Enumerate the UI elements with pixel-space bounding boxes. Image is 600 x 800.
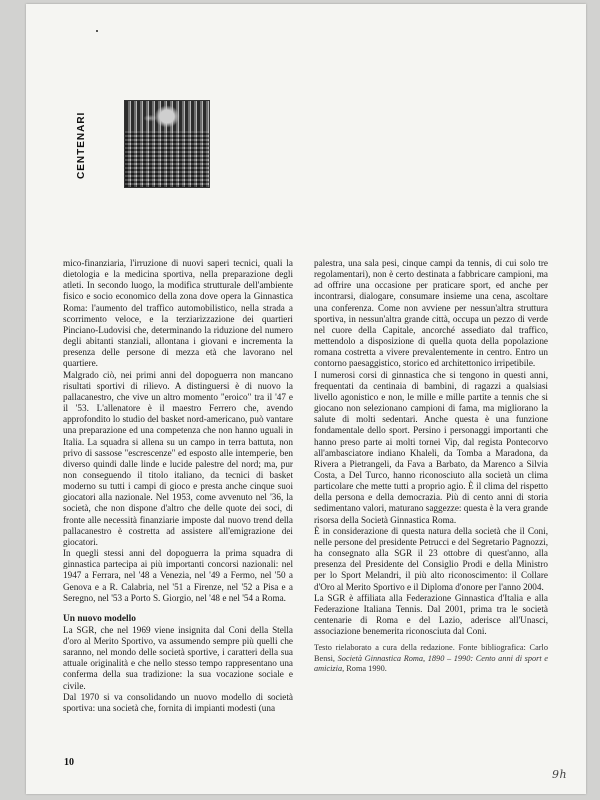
paragraph: I numerosi corsi di ginnastica che si tengono in questi anni, frequentati da centinaia di bambini, di ragazzi a qualsiasi livello agonistico e non, le mille e mille partite a tennis che si giocano non selezionano campioni di fama, ma migliorano la salute di molti sedentari. Anche questa è una funzione fondamentale dello sport. Persino i personaggi importanti che hanno preso parte ai molti tornei Vip, dal regista Pontecorvo all'ambasciatore indiano Khaleli, da Tomba a Maradona, da Rivera a Pietrangeli, da Fava a Barbato, da Marenco a Silvia Costa, a Del Turco, hanno riconosciuto alla società un clima particolare che mette tutti a proprio agio. È il clima del rispetto della persona e della democrazia. Più di cento anni di storia sedimentano valori, maturano saggezze: questa è la vera grande risorsa della Società Ginnastica Roma. [314, 369, 548, 525]
paragraph: Dal 1970 si va consolidando un nuovo modello di società sportiva: una società che, fornita di impianti modesti (una [63, 691, 293, 713]
historical-group-photo [124, 100, 210, 188]
paragraph: Malgrado ciò, nei primi anni del dopoguerra non mancano risultati sportivi di rilievo. A distinguersi è di nuovo la pallacanestro, che vive un altro momento "eroico" tra il '47 e il '53. L'allenatore è il maestro Ferrero che, avendo approfondito lo studio del basket nord-americano, può vantare una preparazione ed una competenza che non hanno uguali in Italia. La squadra si allena su un campo in terra battuta, non privo di sassose "escrescenze" ed esposto alle intemperie, ben diverso quindi dalle linde e lucide palestre del nord; ma, pur non conseguendo il titolo italiano, da tecnici di basket moderno su tutti i campi di gioco e presta anche cinque suoi giocatori alla nazionale. Nel 1953, come avvenuto nel '36, la società, che non dispone d'altro che delle quote dei soci, di fronte alle necessità finanziarie imposte dal nuovo trend della pallacanestro è costretta ad assistere all'emigrazione dei giocatori. [63, 369, 293, 547]
ink-dot [96, 30, 98, 32]
document-page [26, 4, 586, 794]
source-note-suffix: , Roma 1990. [342, 664, 387, 674]
section-heading: Un nuovo modello [63, 613, 136, 624]
source-note-prefix: Testo rielaborato a cura della redazione. Fonte bibliografica: Carlo Bensi, [314, 643, 548, 663]
paragraph: palestra, una sala pesi, cinque campi da tennis, di cui solo tre regolamentari), non è certo destinata a fabbricare campioni, ma ad offrire una occasione per praticare sport, ed anche per incontrarsi, dialogare, consumare insieme una cena, ascoltare una conferenza. Come non avviene per nessun'altra struttura sportiva, in nessun'altra grande città, occupa un pezzo di verde nel cuore della Capitale, ancorché assediato dal traffico, mettendolo a disposizione di quella quota della popolazione romana costretta a vivere prevalentemente in centro. Entro un contorno paesaggistico, storico ed architettonico irripetibile. [314, 258, 548, 369]
right-text-column [314, 258, 548, 675]
source-note [314, 643, 548, 675]
handwritten-mark: 9h [552, 768, 568, 781]
page-number: 10 [64, 757, 74, 768]
source-note-title: Società Ginnastica Roma, 1890 – 1990: Cento anni di sport e amicizia [314, 653, 548, 674]
section-label: CENTENARI [76, 111, 87, 179]
paragraph: mico-finanziaria, l'irruzione di nuovi saperi tecnici, quali la dietologia e la medicina sportiva, nella preparazione degli atleti. In secondo luogo, la modifica strutturale dell'ambiente fisico e socio economico della zona dove opera la Ginnastica Roma: l'aumento del traffico automobilistico, nella strada a scorrimento veloce, e la terziarizzazione dei quartieri Pinciano-Ludovisi che, determinando la riduzione del numero degli abitanti stanziali, allontana i giovani e incrementa la presenza delle persone di mezza età che lavorano nel quartiere. [63, 258, 293, 369]
paragraph: La SGR è affiliata alla Federazione Ginnastica d'Italia e alla Federazione Italiana Tennis. Dal 2001, prima tra le società centenarie di Roma e del Lazio, aderisce all'Unasci, associazione benemerita riconosciuta dal Coni. [314, 592, 548, 637]
paragraph: È in considerazione di questa natura della società che il Coni, nelle persone del presidente Petrucci e del Segretario Pagnozzi, ha consegnato alla SGR il 23 ottobre di quest'anno, alla presenza del Presidente del Consiglio Prodi e della Ministro per lo Sport Melandri, il più alto riconoscimento: il Collare d'Oro al Merito Sportivo e il Diploma d'onore per l'anno 2004. [314, 525, 548, 592]
paragraph: La SGR, che nel 1969 viene insignita dal Coni della Stella d'oro al Merito Sportivo, va assumendo sempre più quelli che saranno, nel mondo delle società sportive, i caratteri della sua attuale originalità e che nello stesso tempo rappresentano una conferma della sua tradizione: la sua vocazione sociale e civile. [63, 624, 293, 691]
paragraph: In quegli stessi anni del dopoguerra la prima squadra di ginnastica partecipa ai più importanti concorsi nazionali: nel 1947 a Ferrara, nel '48 a Venezia, nel '49 a Fermo, nel '50 a Genova e a R. Calabria, nel '51 a Firenze, nel '52 a Pisa e a Seregno, nel '53 a Porto S. Giorgio, nel '48 e nel '54 a Roma. [63, 548, 293, 603]
left-text-column [63, 258, 293, 714]
